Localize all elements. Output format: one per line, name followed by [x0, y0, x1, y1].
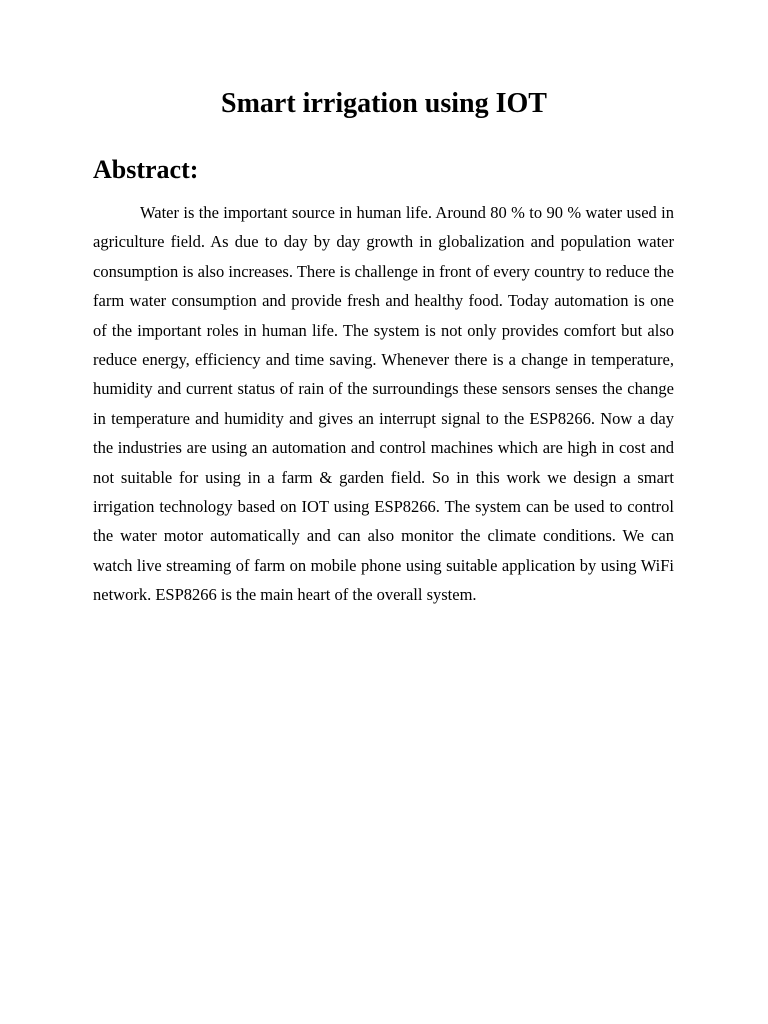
abstract-paragraph: Water is the important source in human life. Around 80 % to 90 % water used in agriculture field. As due to day by day growth in globalization and population water consumption is also increases. There is challenge in front of every country to reduce the farm water consumption and provide fresh and healthy food. Today automation is one of the important roles in human life. The system is not only provides comfort but also reduce energy, efficiency and time saving. Whenever there is a change in temperature, humidity and current status of rain of the surroundings these sensors senses the change in temperature and humidity and gives an interrupt signal to the ESP8266. Now a day the industries are using an automation and control machines which are high in cost and not suitable for using in a farm & garden field. So in this work we design a smart irrigation technology based on IOT using ESP8266. The system can be used to control the water motor automatically and can also monitor the climate conditions. We can watch live streaming of farm on mobile phone using suitable application by using WiFi network. ESP8266 is the main heart of the overall system.	[93, 203, 674, 605]
document-title: Smart irrigation using IOT	[221, 88, 547, 119]
section-heading-abstract: Abstract:	[93, 155, 199, 184]
